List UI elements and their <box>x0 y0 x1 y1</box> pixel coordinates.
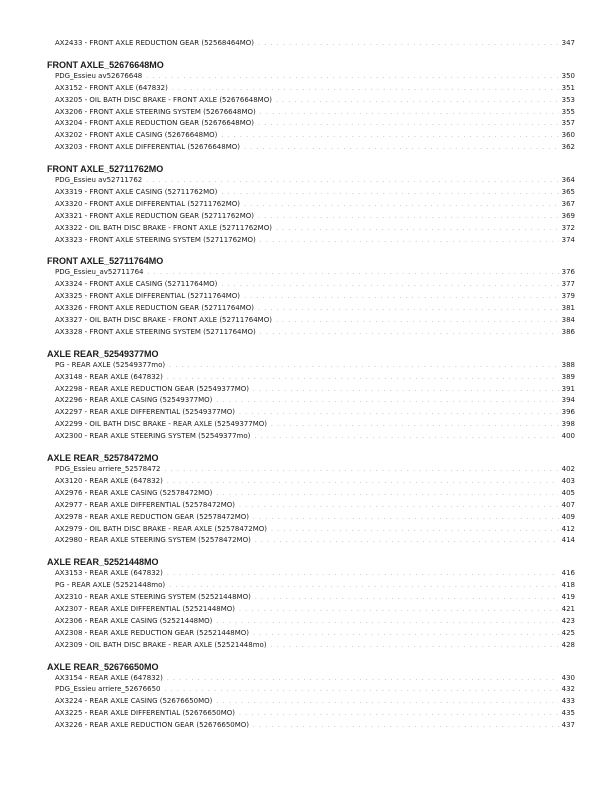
toc-section <box>47 256 575 338</box>
toc-entry[interactable] <box>47 592 575 604</box>
toc-entry[interactable] <box>47 696 575 708</box>
toc-entry[interactable] <box>47 640 575 652</box>
toc-entry-page-number: 418 <box>561 581 575 590</box>
dot-leader <box>146 175 559 187</box>
table-of-contents <box>47 38 575 732</box>
toc-entry[interactable] <box>47 476 575 488</box>
toc-entry-page-number: 365 <box>561 188 575 197</box>
toc-entry[interactable] <box>47 407 575 419</box>
toc-entry-label: AX3203 - FRONT AXLE DIFFERENTIAL (52676648MO) <box>55 143 240 152</box>
toc-entry-page-number: 433 <box>561 697 575 706</box>
toc-entry-label: PG - REAR AXLE (52549377mo) <box>55 360 166 369</box>
toc-entry-page-number: 369 <box>561 211 575 220</box>
toc-entry[interactable] <box>47 488 575 500</box>
toc-entry[interactable] <box>47 604 575 616</box>
toc-entry[interactable] <box>47 372 575 384</box>
toc-section <box>47 453 575 547</box>
dot-leader <box>260 107 559 119</box>
dot-leader <box>165 464 560 476</box>
toc-entry[interactable] <box>47 199 575 211</box>
dot-leader <box>255 535 559 547</box>
dot-leader <box>239 407 559 419</box>
dot-leader <box>260 327 559 339</box>
toc-entry-label: AX3320 - FRONT AXLE DIFFERENTIAL (52711762MO) <box>55 199 240 208</box>
toc-entry-label: PDG_Essieu_av52711764 <box>55 268 144 277</box>
toc-entry[interactable] <box>47 616 575 628</box>
toc-entry-page-number: 416 <box>561 569 575 578</box>
dot-leader <box>244 291 559 303</box>
toc-entry-page-number: 386 <box>561 327 575 336</box>
toc-entry-label: AX3224 - REAR AXLE CASING (52676650MO) <box>55 697 213 706</box>
dot-leader <box>258 118 559 130</box>
toc-entry-page-number: 362 <box>561 143 575 152</box>
toc-entry-label: AX3154 - REAR AXLE (647832) <box>55 673 163 682</box>
dot-leader <box>258 38 559 50</box>
dot-leader <box>253 512 559 524</box>
toc-entry-label: AX3226 - REAR AXLE REDUCTION GEAR (52676650MO) <box>55 721 250 730</box>
toc-entry-page-number: 432 <box>561 685 575 694</box>
section-heading: AXLE REAR_52549377MO <box>47 348 159 359</box>
dot-leader <box>216 616 559 628</box>
toc-entry[interactable] <box>47 568 575 580</box>
toc-entry-page-number: 437 <box>561 721 575 730</box>
toc-entry-label: AX3225 - REAR AXLE DIFFERENTIAL (52676650MO) <box>55 709 236 718</box>
toc-entry-page-number: 391 <box>561 384 575 393</box>
toc-entry-page-number: 394 <box>561 396 575 405</box>
toc-entry[interactable] <box>47 628 575 640</box>
toc-entry-page-number: 347 <box>561 39 575 47</box>
toc-entry-label: PDG_Essieu arriere_52676650 <box>55 685 161 694</box>
dot-leader <box>271 524 559 536</box>
toc-entry-label: AX2299 - OIL BATH DISC BRAKE - REAR AXLE (52549377MO) <box>55 420 267 429</box>
toc-entry-label: PDG_Essieu arriere_52578472 <box>55 465 161 474</box>
toc-entry-label: AX3148 - REAR AXLE (647832) <box>55 372 163 381</box>
dot-leader <box>221 187 559 199</box>
toc-entry-label: PDG_Essieu av52711762 <box>55 176 143 185</box>
toc-entry-label: AX2976 - REAR AXLE CASING (52578472MO) <box>55 488 213 497</box>
toc-entry[interactable] <box>47 395 575 407</box>
toc-entry[interactable] <box>47 118 575 130</box>
toc-entry-page-number: 379 <box>561 292 575 301</box>
toc-entry-page-number: 364 <box>561 176 575 185</box>
toc-entry-label: AX3323 - FRONT AXLE STEERING SYSTEM (52711762MO) <box>55 235 256 244</box>
toc-entry-label: AX2978 - REAR AXLE REDUCTION GEAR (52578472MO) <box>55 512 250 521</box>
toc-entry-label: AX3206 - FRONT AXLE STEERING SYSTEM (52676648MO) <box>55 107 256 116</box>
dot-leader <box>258 211 559 223</box>
toc-entry[interactable] <box>47 720 575 732</box>
toc-entry[interactable] <box>47 71 575 83</box>
toc-section <box>47 164 575 246</box>
toc-entry-label: AX2297 - REAR AXLE DIFFERENTIAL (52549377MO) <box>55 408 236 417</box>
toc-entry-label: AX2296 - REAR AXLE CASING (52549377MO) <box>55 396 213 405</box>
section-heading: AXLE REAR_52676650MO <box>47 661 159 672</box>
toc-entry-label: AX2300 - REAR AXLE STEERING SYSTEM (52549377mo) <box>55 432 251 441</box>
dot-leader <box>271 640 559 652</box>
dot-leader <box>276 223 559 235</box>
toc-entry-page-number: 407 <box>561 500 575 509</box>
dot-leader <box>276 95 559 107</box>
toc-entry-label: AX3204 - FRONT AXLE REDUCTION GEAR (52676648MO) <box>55 119 255 128</box>
dot-leader <box>216 696 559 708</box>
toc-entry-label: AX3319 - FRONT AXLE CASING (52711762MO) <box>55 188 218 197</box>
toc-entry-page-number: 430 <box>561 673 575 682</box>
toc-entry[interactable] <box>47 303 575 315</box>
toc-entry-label: AX2433 - FRONT AXLE REDUCTION GEAR (52568464MO) <box>55 39 255 47</box>
toc-entry-page-number: 403 <box>561 476 575 485</box>
toc-entry[interactable] <box>47 431 575 443</box>
toc-entry-label: AX3202 - FRONT AXLE CASING (52676648MO) <box>55 131 218 140</box>
toc-entry[interactable] <box>47 360 575 372</box>
toc-entry-label: AX3326 - FRONT AXLE REDUCTION GEAR (52711764MO) <box>55 304 255 313</box>
toc-entry-label: AX3325 - FRONT AXLE DIFFERENTIAL (52711764MO) <box>55 292 240 301</box>
toc-entry[interactable] <box>47 142 575 154</box>
toc-entry[interactable] <box>47 187 575 199</box>
dot-leader <box>244 199 559 211</box>
toc-entry-label: AX3153 - REAR AXLE (647832) <box>55 569 163 578</box>
dot-leader <box>216 395 559 407</box>
toc-entry-label: AX3327 - OIL BATH DISC BRAKE - FRONT AXLE (52711764MO) <box>55 316 272 325</box>
toc-entry-page-number: 374 <box>561 235 575 244</box>
toc-entry-page-number: 381 <box>561 304 575 313</box>
toc-entry-label: AX2306 - REAR AXLE CASING (52521448MO) <box>55 616 213 625</box>
toc-entry-page-number: 435 <box>561 709 575 718</box>
toc-entry-page-number: 377 <box>561 280 575 289</box>
toc-entry-label: PG - REAR AXLE (52521448mo) <box>55 581 166 590</box>
dot-leader <box>253 720 559 732</box>
toc-entry-label: AX2307 - REAR AXLE DIFFERENTIAL (52521448MO) <box>55 604 236 613</box>
toc-section <box>47 38 575 50</box>
dot-leader <box>221 130 559 142</box>
toc-entry-page-number: 372 <box>561 223 575 232</box>
toc-entry-label: AX3152 - FRONT AXLE (647832) <box>55 83 168 92</box>
toc-entry-page-number: 398 <box>561 420 575 429</box>
dot-leader <box>221 279 559 291</box>
toc-entry[interactable] <box>47 38 575 50</box>
toc-entry-page-number: 388 <box>561 360 575 369</box>
toc-entry-page-number: 423 <box>561 616 575 625</box>
toc-entry[interactable] <box>47 267 575 279</box>
dot-leader <box>169 360 559 372</box>
dot-leader <box>239 500 559 512</box>
dot-leader <box>169 580 559 592</box>
toc-section <box>47 557 575 651</box>
toc-entry[interactable] <box>47 419 575 431</box>
toc-entry-label: AX2308 - REAR AXLE REDUCTION GEAR (52521448MO) <box>55 628 250 637</box>
toc-entry-label: AX2977 - REAR AXLE DIFFERENTIAL (52578472MO) <box>55 500 236 509</box>
dot-leader <box>271 419 559 431</box>
toc-entry-label: AX3322 - OIL BATH DISC BRAKE - FRONT AXLE (52711762MO) <box>55 223 272 232</box>
section-heading: FRONT AXLE_52711762MO <box>47 164 164 175</box>
section-heading: FRONT AXLE_52711764MO <box>47 256 164 267</box>
toc-entry[interactable] <box>47 673 575 685</box>
dot-leader <box>260 235 559 247</box>
section-heading: AXLE REAR_52521448MO <box>47 557 159 568</box>
toc-entry[interactable] <box>47 524 575 536</box>
toc-entry-page-number: 355 <box>561 107 575 116</box>
toc-section <box>47 662 575 732</box>
toc-entry[interactable] <box>47 279 575 291</box>
dot-leader <box>146 71 559 83</box>
dot-leader <box>254 431 559 443</box>
toc-entry-page-number: 396 <box>561 408 575 417</box>
toc-entry[interactable] <box>47 130 575 142</box>
toc-entry-page-number: 412 <box>561 524 575 533</box>
toc-entry-page-number: 353 <box>561 95 575 104</box>
toc-entry[interactable] <box>47 708 575 720</box>
toc-entry[interactable] <box>47 223 575 235</box>
toc-entry-page-number: 350 <box>561 71 575 80</box>
toc-entry-label: AX3321 - FRONT AXLE REDUCTION GEAR (52711762MO) <box>55 211 255 220</box>
toc-section <box>47 60 575 154</box>
toc-entry[interactable] <box>47 291 575 303</box>
toc-entry[interactable] <box>47 580 575 592</box>
dot-leader <box>165 684 560 696</box>
toc-entry-label: AX2980 - REAR AXLE STEERING SYSTEM (52578472MO) <box>55 536 251 545</box>
toc-entry-page-number: 409 <box>561 512 575 521</box>
dot-leader <box>216 488 559 500</box>
dot-leader <box>239 708 559 720</box>
dot-leader <box>148 267 559 279</box>
dot-leader <box>253 384 559 396</box>
toc-entry[interactable] <box>47 83 575 95</box>
toc-entry-page-number: 414 <box>561 536 575 545</box>
toc-entry-label: AX3205 - OIL BATH DISC BRAKE - FRONT AXLE (52676648MO) <box>55 95 272 104</box>
dot-leader <box>244 142 559 154</box>
dot-leader <box>253 628 559 640</box>
toc-entry-page-number: 405 <box>561 488 575 497</box>
toc-section <box>47 349 575 443</box>
toc-entry-page-number: 425 <box>561 628 575 637</box>
toc-entry-label: AX2310 - REAR AXLE STEERING SYSTEM (52521448MO) <box>55 593 251 602</box>
toc-entry-page-number: 384 <box>561 316 575 325</box>
dot-leader <box>167 673 559 685</box>
toc-entry[interactable] <box>47 535 575 547</box>
toc-entry-page-number: 351 <box>561 83 575 92</box>
toc-entry[interactable] <box>47 500 575 512</box>
toc-entry-label: AX3324 - FRONT AXLE CASING (52711764MO) <box>55 280 218 289</box>
toc-entry[interactable] <box>47 107 575 119</box>
toc-entry-label: AX3120 - REAR AXLE (647832) <box>55 476 163 485</box>
dot-leader <box>167 568 559 580</box>
toc-entry[interactable] <box>47 684 575 696</box>
dot-leader <box>239 604 559 616</box>
toc-entry-page-number: 389 <box>561 372 575 381</box>
toc-entry-page-number: 402 <box>561 465 575 474</box>
toc-entry-label: AX2298 - REAR AXLE REDUCTION GEAR (52549377MO) <box>55 384 250 393</box>
toc-entry[interactable] <box>47 512 575 524</box>
toc-entry-page-number: 428 <box>561 640 575 649</box>
toc-entry-page-number: 421 <box>561 604 575 613</box>
dot-leader <box>258 303 559 315</box>
toc-entry-page-number: 367 <box>561 199 575 208</box>
toc-entry-page-number: 360 <box>561 131 575 140</box>
toc-entry[interactable] <box>47 175 575 187</box>
toc-entry[interactable] <box>47 315 575 327</box>
toc-entry[interactable] <box>47 327 575 339</box>
toc-entry-label: AX2309 - OIL BATH DISC BRAKE - REAR AXLE (52521448mo) <box>55 640 267 649</box>
toc-entry-label: AX3328 - FRONT AXLE STEERING SYSTEM (52711764MO) <box>55 327 256 336</box>
dot-leader <box>276 315 559 327</box>
toc-entry-page-number: 357 <box>561 119 575 128</box>
dot-leader <box>167 476 559 488</box>
toc-entry[interactable] <box>47 235 575 247</box>
toc-entry-page-number: 419 <box>561 593 575 602</box>
toc-entry-label: AX2979 - OIL BATH DISC BRAKE - REAR AXLE (52578472MO) <box>55 524 267 533</box>
section-heading: AXLE REAR_52578472MO <box>47 453 159 464</box>
toc-entry[interactable] <box>47 95 575 107</box>
dot-leader <box>172 83 559 95</box>
dot-leader <box>167 372 559 384</box>
toc-entry[interactable] <box>47 464 575 476</box>
section-heading: FRONT AXLE_52676648MO <box>47 59 164 70</box>
toc-entry[interactable] <box>47 384 575 396</box>
toc-entry-label: PDG_Essieu av52676648 <box>55 71 143 80</box>
toc-entry-page-number: 376 <box>561 268 575 277</box>
toc-entry-page-number: 400 <box>561 432 575 441</box>
dot-leader <box>255 592 559 604</box>
toc-entry[interactable] <box>47 211 575 223</box>
